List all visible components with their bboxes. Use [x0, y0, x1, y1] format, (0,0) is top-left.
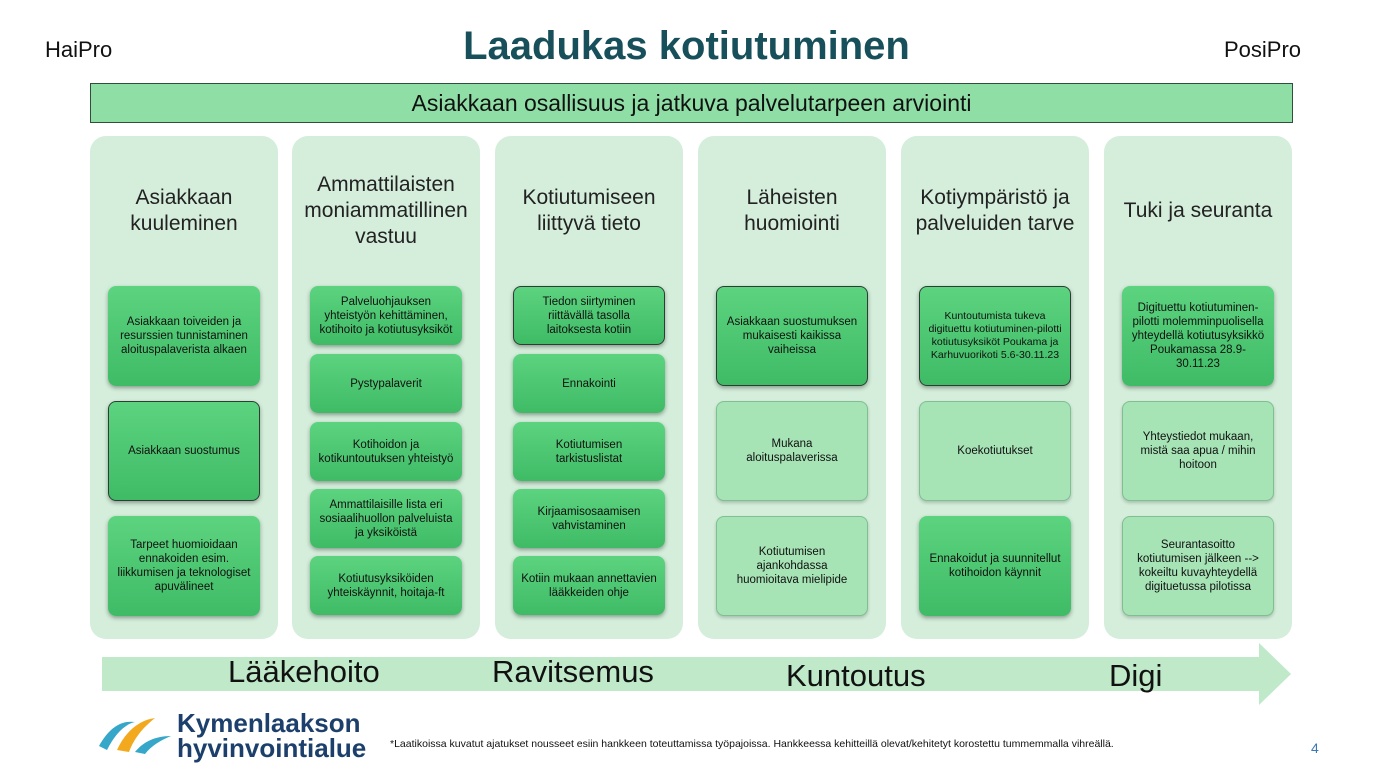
column-asiakkaan-kuuleminen — [90, 136, 278, 639]
column-heading — [1110, 198, 1286, 224]
card: Digituettu kotiutuminen-pilotti molemminpuolisella yhteydellä kotiutusyksikkö Poukamassa 28.9-30.11.23 — [1122, 286, 1274, 386]
card: Kirjaamisosaamisen vahvistaminen — [513, 489, 665, 548]
card: Yhteystiedot mukaan, mistä saa apua / mihin hoitoon — [1122, 401, 1274, 501]
arrow-word-digi: Digi — [1109, 658, 1163, 693]
arrow-word-ravitsemus: Ravitsemus — [492, 654, 654, 689]
column-laheisten-huomiointi — [698, 136, 886, 639]
card: Kotiutumisen ajankohdassa huomioitava mielipide — [716, 516, 868, 616]
heading-line: Asiakkaan — [135, 186, 233, 209]
card: Ennakoidut ja suunnitellut kotihoidon käynnit — [919, 516, 1071, 616]
card: Kuntoutumista tukeva digituettu kotiutuminen-pilotti kotiutusyksiköt Poukama ja Karhuvuorikoti 5.6-30.11.23 — [919, 286, 1071, 386]
arrow-head-icon — [1259, 643, 1291, 705]
heading-line: liittyvä tieto — [537, 212, 641, 235]
banner: Asiakkaan osallisuus ja jatkuva palvelutarpeen arviointi — [90, 83, 1293, 123]
card: Mukana aloituspalaverissa — [716, 401, 868, 501]
card: Ammattilaisille lista eri sosiaalihuollon palveluista ja yksiköistä — [310, 489, 462, 548]
column-ammattilaisten-vastuu — [292, 136, 480, 639]
card: Tarpeet huomioidaan ennakoiden esim. liikkumisen ja teknologiset apuvälineet — [108, 516, 260, 616]
heading-line: palveluiden tarve — [915, 212, 1075, 235]
card: Kotiutusyksiköiden yhteiskäynnit, hoitaja-ft — [310, 556, 462, 615]
footnote: *Laatikoissa kuvatut ajatukset nousseet esiin hankkeen toteuttamissa työpajoissa. Hankkeessa kehitteillä olevat/kehitetyt korostettu tummemmalla vihreällä. — [390, 738, 1114, 750]
column-heading — [298, 172, 474, 250]
column-heading — [501, 185, 677, 237]
heading-line: Tuki ja seuranta — [1123, 199, 1273, 222]
card: Kotiin mukaan annettavien lääkkeiden ohje — [513, 556, 665, 615]
logo-line1: Kymenlaakson — [177, 708, 361, 738]
logo-line2: hyvinvointialue — [177, 733, 367, 763]
column-tuki-ja-seuranta — [1104, 136, 1292, 639]
card: Asiakkaan suostumuksen mukaisesti kaikissa vaiheissa — [716, 286, 868, 386]
card: Asiakkaan suostumus — [108, 401, 260, 501]
card: Kotiutumisen tarkistuslistat — [513, 422, 665, 481]
column-heading — [96, 185, 272, 237]
heading-line: huomiointi — [744, 212, 840, 235]
heading-line: Kotiympäristö ja — [920, 186, 1070, 209]
card: Kotihoidon ja kotikuntoutuksen yhteistyö — [310, 422, 462, 481]
heading-line: moniammatillinen — [304, 199, 468, 222]
card: Ennakointi — [513, 354, 665, 413]
column-kotiymparisto — [901, 136, 1089, 639]
column-heading — [907, 185, 1083, 237]
heading-line: kuuleminen — [130, 212, 238, 235]
column-kotiutumiseen-liittyva-tieto — [495, 136, 683, 639]
heading-line: Läheisten — [746, 186, 838, 209]
page-title: Laadukas kotiutuminen — [463, 24, 910, 68]
card: Tiedon siirtyminen riittävällä tasolla laitoksesta kotiin — [513, 286, 665, 345]
heading-line: vastuu — [355, 225, 417, 248]
arrow-word-laakehoito: Lääkehoito — [228, 654, 380, 689]
heading-line: Ammattilaisten — [317, 173, 455, 196]
card: Palveluohjauksen yhteistyön kehittäminen, kotihoito ja kotiutusyksiköt — [310, 286, 462, 345]
card: Pystypalaverit — [310, 354, 462, 413]
card: Asiakkaan toiveiden ja resurssien tunnistaminen aloituspalaverista alkaen — [108, 286, 260, 386]
wave-logo-icon — [95, 706, 173, 754]
haipro-label: HaiPro — [45, 37, 113, 62]
card: Seurantasoitto kotiutumisen jälkeen --> kokeiltu kuvayhteydellä digituetussa pilotissa — [1122, 516, 1274, 616]
card: Koekotiutukset — [919, 401, 1071, 501]
column-heading — [704, 185, 880, 237]
heading-line: Kotiutumiseen — [522, 186, 656, 209]
arrow-word-kuntoutus: Kuntoutus — [786, 658, 926, 693]
page-number: 4 — [1311, 740, 1319, 756]
posipro-label: PosiPro — [1224, 37, 1302, 62]
